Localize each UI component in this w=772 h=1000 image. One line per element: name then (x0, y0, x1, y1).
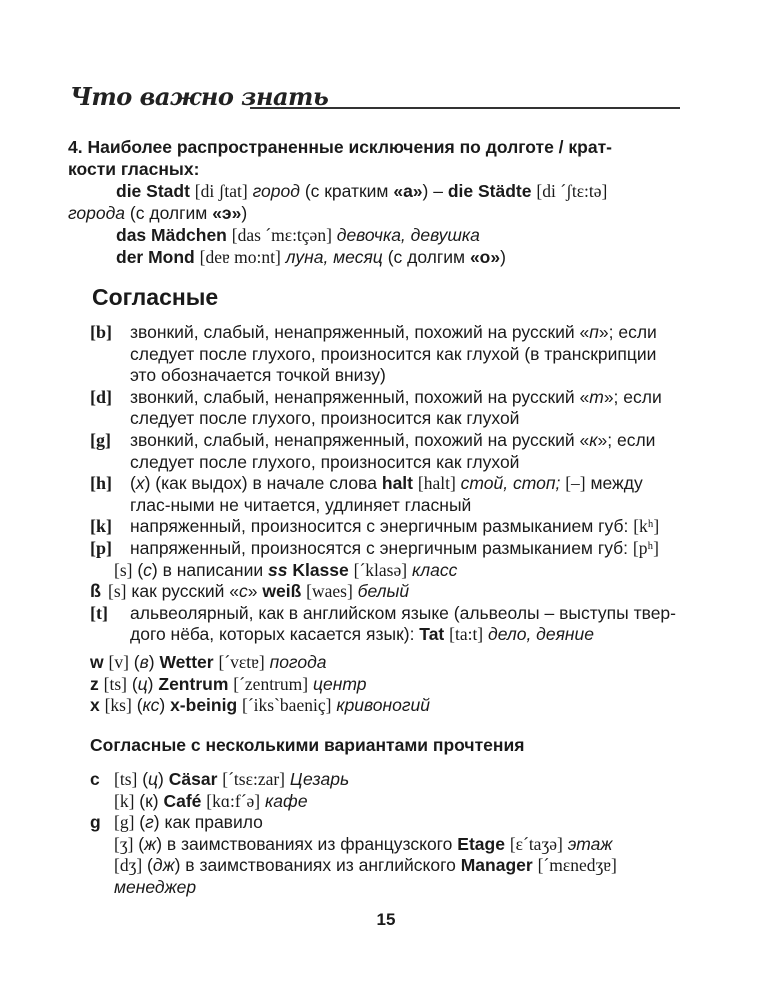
consonant-d: [d] звонкий, слабый, ненапряженный, похожий на русский «т»; если следует после глухого, произносится как глухой (90, 386, 662, 429)
consonants-heading: Согласные (92, 284, 219, 310)
consonant-eszett: ß [s] как русский «с» weiß [waes] белый (90, 581, 410, 602)
wzx-list (90, 652, 682, 717)
consonant-t: [t] альвеолярный, как в английском языке (альвеолы – выступы твер-дого нёба, которых касается язык): Tat [ta:t] дело, деяние (90, 602, 676, 645)
header-rule (250, 107, 680, 109)
section-4-title: 4. Наиболее распространенные исключения по долготе / крат- (68, 137, 612, 157)
letter-w: w [v] (в) Wetter [´vɛtɐ] погода (90, 652, 327, 672)
example-maedchen: das Mädchen [das ´mɛ:tçən] девочка, девушка (116, 225, 480, 245)
consonant-s: [s] (с) в написании ss Klasse [´klasə] класс (114, 559, 458, 580)
consonant-g: [g] звонкий, слабый, ненапряженный, похожий на русский «к»; если следует после глухого, произносится как глухой (90, 429, 656, 472)
example-mond: der Mond [deɐ mo:nt] луна, месяц (с долгим «о») (116, 247, 506, 267)
letter-x: x [ks] (кс) x-beinig [´iks`baeniç] кривоногий (90, 695, 430, 716)
section-4: 4. Наиболее распространенные исключения по долготе / крат- кости гласных: die Stadt [di ʃtat] город (с кратким «а») – die Städte [di ´ʃtɛ:tə] города (с долгим «э») das Mädchen [das ´mɛ:tçən] девочка, девушка der Mond [deɐ mo:nt] луна, месяц (с долгим «о») (68, 136, 680, 268)
variants-heading: Согласные с несколькими вариантами прочтения (90, 735, 525, 755)
consonant-list (90, 322, 682, 646)
variants-list: c [ts] (ц) Cäsar [´tsɛ:zar] Цезарь [k] (к) Café [kɑ:f´ə] кафе g [g] (г) как правило [ʒ] (ж) в заимствованиях из французского Etage [ɛ´taʒə] этаж [dʒ] (дж) в заимствованиях из английского Manager [´mɛnedʒɐ] менеджер (90, 769, 682, 899)
header-title: Что важно знать (70, 82, 329, 111)
page-header (70, 82, 680, 112)
variant-g-zh: [ʒ] (ж) в заимствованиях из французского Etage [ɛ´taʒə] этаж (114, 833, 613, 854)
variant-c-k: [k] (к) Café [kɑ:f´ə] кафе (114, 790, 308, 811)
consonant-p: [p] напряженный, произносятся с энергичным размыканием губ: [pʰ] (90, 537, 659, 558)
example-stadt: die Stadt [di ʃtat] город (с кратким «а») – die Städte [di ´ʃtɛ:tə] (116, 181, 608, 201)
consonant-h: [h] (х) (как выдох) в начале слова halt [halt] стой, стоп; [–] между глас-ными не читается, удлиняет гласный (90, 473, 643, 515)
variant-g-g: g [g] (г) как правило (90, 812, 263, 833)
variant-g-dzh: [dʒ] (дж) в заимствованиях из английского Manager [´mɛnedʒɐ] (114, 855, 617, 876)
letter-z: z [ts] (ц) Zentrum [´zentrum] центр (90, 673, 367, 694)
consonant-b: [b] звонкий, слабый, ненапряженный, похожий на русский «п»; если следует после глухого, произносится как глухой (в транскрипции это обозначается точкой внизу) (90, 322, 657, 386)
page-number: 15 (376, 910, 396, 929)
variant-c-ts: c [ts] (ц) Cäsar [´tsɛ:zar] Цезарь (90, 769, 350, 789)
consonant-k: [k] напряженный, произносится с энергичным размыканием губ: [kʰ] (90, 516, 660, 537)
